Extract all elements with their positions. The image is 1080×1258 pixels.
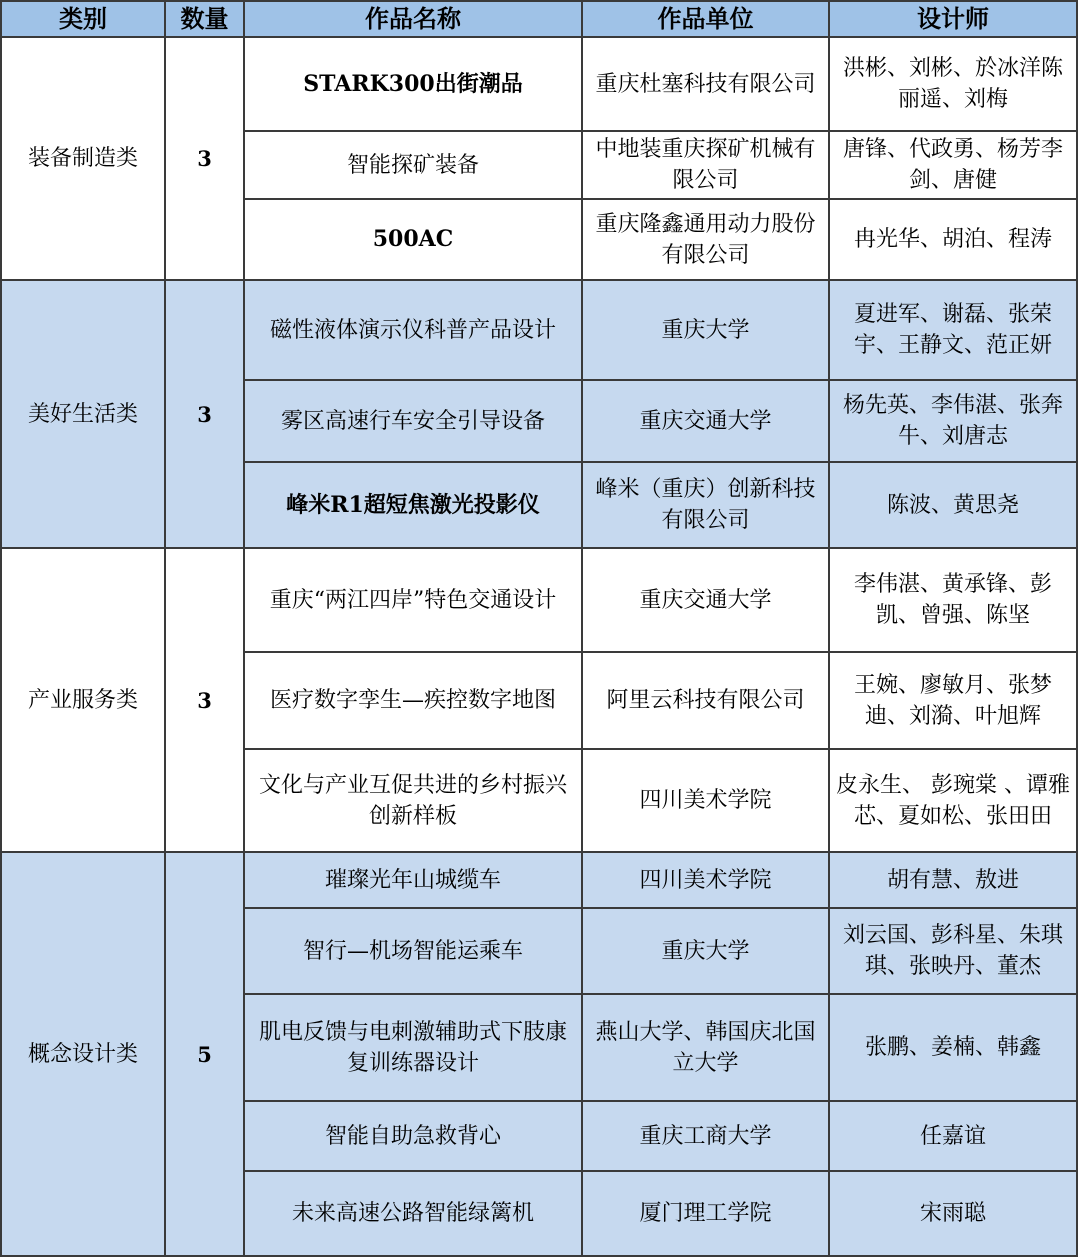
table-row: [1, 280, 1077, 380]
work-name-cell: 雾区高速行车安全引导设备: [244, 380, 582, 462]
group-industry-service: [1, 548, 1077, 852]
unit-cell: 重庆交通大学: [582, 548, 829, 652]
category-cell: 装备制造类: [1, 37, 165, 280]
designer-cell: 宋雨聪: [829, 1171, 1077, 1256]
unit-cell: 中地装重庆探矿机械有限公司: [582, 131, 829, 199]
unit-cell: 重庆大学: [582, 908, 829, 994]
designer-cell: 刘云国、彭科星、朱琪琪、张映丹、董杰: [829, 908, 1077, 994]
work-name-cell: 智能探矿装备: [244, 131, 582, 199]
group-concept-design: [1, 852, 1077, 1256]
work-name-cell: 500AC: [244, 199, 582, 280]
group-equipment: [1, 37, 1077, 280]
unit-cell: 峰米（重庆）创新科技有限公司: [582, 462, 829, 548]
work-name-cell: 磁性液体演示仪科普产品设计: [244, 280, 582, 380]
category-cell: 概念设计类: [1, 852, 165, 1256]
category-cell: 美好生活类: [1, 280, 165, 548]
designer-cell: 任嘉谊: [829, 1101, 1077, 1171]
work-name-cell: 智能自助急救背心: [244, 1101, 582, 1171]
designer-cell: 夏进军、谢磊、张荣宇、王静文、范正妍: [829, 280, 1077, 380]
designer-cell: 唐锋、代政勇、杨芳李剑、唐健: [829, 131, 1077, 199]
count-cell: 3: [165, 37, 244, 280]
unit-cell: 燕山大学、韩国庆北国立大学: [582, 994, 829, 1101]
header-row: [1, 1, 1077, 37]
table-row: [1, 548, 1077, 652]
designer-cell: 张鹏、姜楠、韩鑫: [829, 994, 1077, 1101]
header-unit: 作品单位: [582, 1, 829, 37]
work-name-cell: 文化与产业互促共进的乡村振兴创新样板: [244, 749, 582, 852]
designer-cell: 李伟湛、黄承锋、彭凯、曾强、陈坚: [829, 548, 1077, 652]
unit-cell: 四川美术学院: [582, 852, 829, 908]
designer-cell: 杨先英、李伟湛、张奔牛、刘唐志: [829, 380, 1077, 462]
group-good-life: [1, 280, 1077, 548]
work-name-cell: 医疗数字孪生—疾控数字地图: [244, 652, 582, 749]
unit-cell: 四川美术学院: [582, 749, 829, 852]
unit-cell: 阿里云科技有限公司: [582, 652, 829, 749]
designer-cell: 王婉、廖敏月、张梦迪、刘漪、叶旭辉: [829, 652, 1077, 749]
work-name-cell: 璀璨光年山城缆车: [244, 852, 582, 908]
count-cell: 5: [165, 852, 244, 1256]
unit-cell: 重庆大学: [582, 280, 829, 380]
work-name-cell: 未来高速公路智能绿篱机: [244, 1171, 582, 1256]
table-row: [1, 852, 1077, 908]
unit-cell: 重庆杜塞科技有限公司: [582, 37, 829, 131]
count-cell: 3: [165, 280, 244, 548]
header-work-name: 作品名称: [244, 1, 582, 37]
unit-cell: 厦门理工学院: [582, 1171, 829, 1256]
work-name-cell: STARK300出街潮品: [244, 37, 582, 131]
category-cell: 产业服务类: [1, 548, 165, 852]
work-name-cell: 峰米R1超短焦激光投影仪: [244, 462, 582, 548]
designer-cell: 洪彬、刘彬、於冰洋陈丽遥、刘梅: [829, 37, 1077, 131]
unit-cell: 重庆交通大学: [582, 380, 829, 462]
work-name-cell: 肌电反馈与电刺激辅助式下肢康复训练器设计: [244, 994, 582, 1101]
designer-cell: 胡有慧、敖进: [829, 852, 1077, 908]
table-row: [1, 37, 1077, 131]
header-count: 数量: [165, 1, 244, 37]
unit-cell: 重庆工商大学: [582, 1101, 829, 1171]
header-designer: 设计师: [829, 1, 1077, 37]
designer-cell: 冉光华、胡泊、程涛: [829, 199, 1077, 280]
count-cell: 3: [165, 548, 244, 852]
header-category: 类别: [1, 1, 165, 37]
work-name-cell: 重庆“两江四岸”特色交通设计: [244, 548, 582, 652]
designer-cell: 陈波、黄思尧: [829, 462, 1077, 548]
work-name-cell: 智行—机场智能运乘车: [244, 908, 582, 994]
designer-cell: 皮永生、 彭琬棠 、谭雅芯、夏如松、张田田: [829, 749, 1077, 852]
unit-cell: 重庆隆鑫通用动力股份有限公司: [582, 199, 829, 280]
